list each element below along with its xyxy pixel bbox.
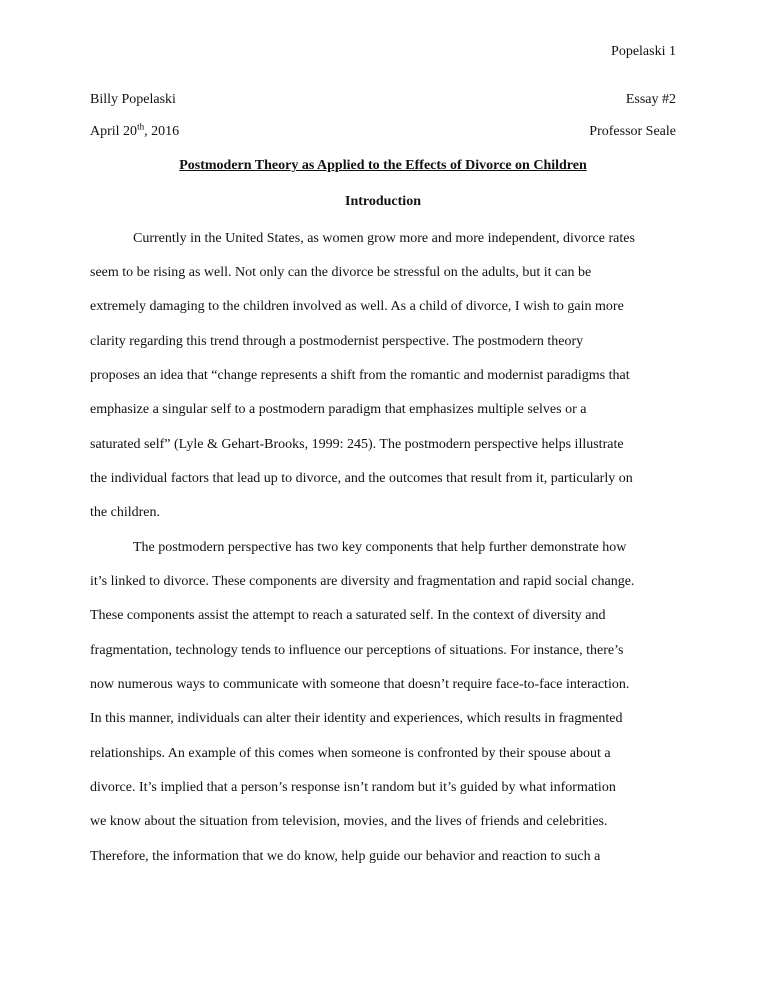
running-head: Popelaski 1 — [611, 44, 676, 59]
paragraph-line: the children. — [90, 505, 160, 520]
paragraph-line: These components assist the attempt to reach a saturated self. In the context of diversity and — [90, 608, 606, 623]
date-year: , 2016 — [144, 124, 180, 139]
date-row — [90, 121, 676, 140]
date-ordinal: th — [137, 121, 145, 132]
paragraph-line: emphasize a singular self to a postmodern paradigm that emphasizes multiple selves or a — [90, 402, 587, 417]
essay-title: Postmodern Theory as Applied to the Effects of Divorce on Children — [179, 158, 587, 173]
paragraph-line: clarity regarding this trend through a postmodernist perspective. The postmodern theory — [90, 334, 584, 349]
paragraph-line: it’s linked to divorce. These components are diversity and fragmentation and rapid social change. — [90, 574, 635, 589]
author-row — [90, 92, 676, 108]
author-name: Billy Popelaski — [90, 92, 176, 107]
section-heading: Introduction — [345, 194, 421, 209]
assignment-label: Essay #2 — [625, 92, 676, 107]
paragraph-line: Currently in the United States, as women grow more and more independent, divorce rates — [133, 231, 635, 246]
date-month-day: April 20 — [90, 124, 138, 139]
paragraph-line: In this manner, individuals can alter their identity and experiences, which results in fragmented — [90, 711, 623, 726]
paragraph-line: proposes an idea that “change represents a shift from the romantic and modernist paradigms that — [90, 368, 630, 383]
paragraph-line: divorce. It’s implied that a person’s response isn’t random but it’s guided by what information — [90, 780, 616, 795]
date — [90, 121, 180, 140]
instructor-name: Professor Seale — [589, 124, 676, 139]
paragraph-line: extremely damaging to the children involved as well. As a child of divorce, I wish to gain more — [90, 299, 624, 314]
paragraph-line: fragmentation, technology tends to influence our perceptions of situations. For instance, there’s — [90, 643, 624, 658]
paragraph-line: seem to be rising as well. Not only can the divorce be stressful on the adults, but it can be — [90, 265, 592, 280]
paragraph-line: relationships. An example of this comes when someone is confronted by their spouse about a — [90, 746, 611, 761]
paragraph-line: now numerous ways to communicate with someone that doesn’t require face-to-face interaction. — [90, 677, 630, 692]
paragraph-line: the individual factors that lead up to divorce, and the outcomes that result from it, particularly on — [90, 471, 633, 486]
paragraph-line: Therefore, the information that we do know, help guide our behavior and reaction to such a — [90, 849, 601, 864]
paragraph-line: we know about the situation from television, movies, and the lives of friends and celebrities. — [90, 814, 608, 829]
paragraph-line: saturated self” (Lyle & Gehart-Brooks, 1999: 245). The postmodern perspective helps illustrate — [90, 437, 624, 452]
paragraph-line: The postmodern perspective has two key components that help further demonstrate how — [133, 540, 627, 555]
